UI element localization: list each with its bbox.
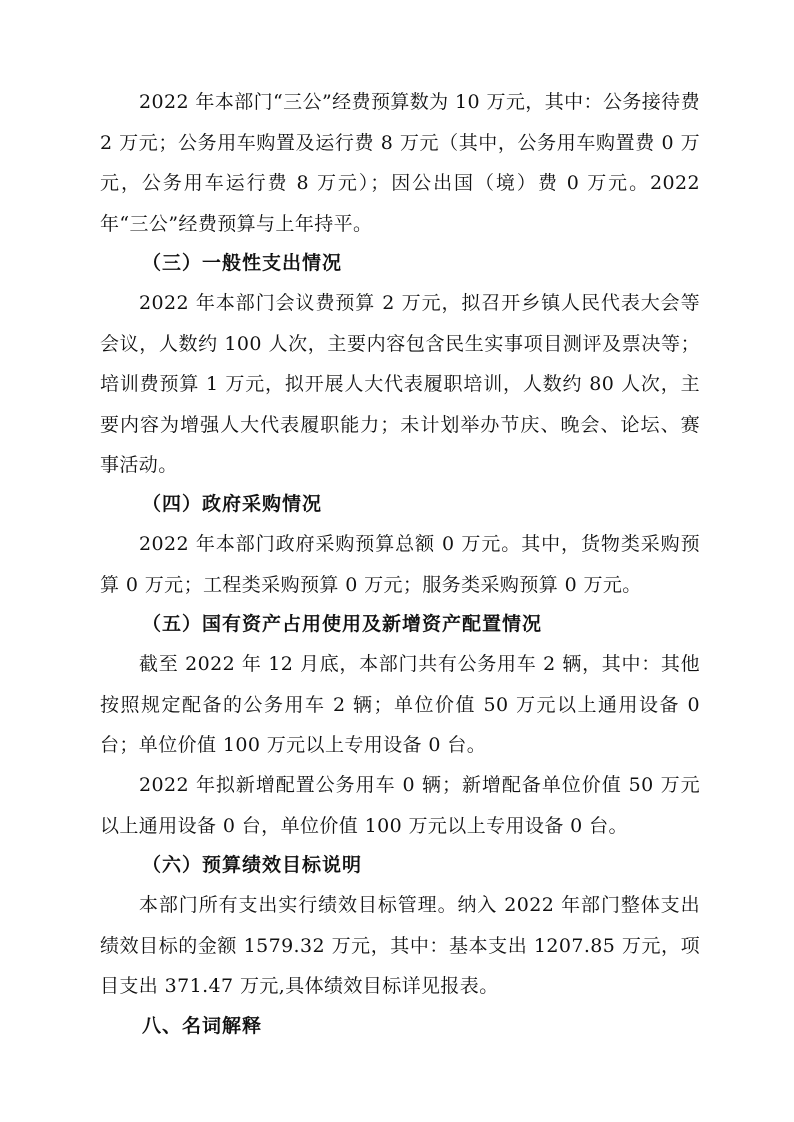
section-heading-general-expenditure: （三）一般性支出情况 bbox=[142, 252, 343, 274]
paragraph-general-expenditure: 2022 年本部门会议费预算 2 万元，拟召开乡镇人民代表大会等会议，人数约 100 人次，主要内容包含民生实事项目测评及票决等；培训费预算 1 万元，拟开展人大代表履职培训，人数约 80 人次，主要内容为增强人大代表履职能力；未计划举办节庆、晚会、论坛、赛事活动。 bbox=[100, 292, 700, 476]
paragraph-performance: 本部门所有支出实行绩效目标管理。纳入 2022 年部门整体支出绩效目标的金额 1579.32 万元，其中：基本支出 1207.85 万元，项目支出 371.47 万元,具体绩效目标详见报表。 bbox=[100, 894, 700, 997]
paragraph-sangong-budget: 2022 年本部门“三公”经费预算数为 10 万元，其中：公务接待费 2 万元；公务用车购置及运行费 8 万元（其中，公务用车购置费 0 万元，公务用车运行费 8 万元）；因公出国（境）费 0 万元。2022 年“三公”经费预算与上年持平。 bbox=[100, 91, 700, 235]
paragraph-assets-new: 2022 年拟新增配置公务用车 0 辆；新增配备单位价值 50 万元以上通用设备 0 台，单位价值 100 万元以上专用设备 0 台。 bbox=[100, 774, 700, 837]
section-heading-glossary: 八、名词解释 bbox=[142, 1015, 263, 1037]
paragraph-procurement: 2022 年本部门政府采购预算总额 0 万元。其中，货物类采购预算 0 万元；工程类采购预算 0 万元；服务类采购预算 0 万元。 bbox=[100, 533, 700, 596]
section-heading-performance: （六）预算绩效目标说明 bbox=[142, 854, 363, 876]
paragraph-assets-current: 截至 2022 年 12 月底，本部门共有公务用车 2 辆，其中：其他按照规定配备的公务用车 2 辆；单位价值 50 万元以上通用设备 0 台；单位价值 100 万元以上专用设备 0 台。 bbox=[100, 653, 700, 756]
section-heading-assets: （五）国有资产占用使用及新增资产配置情况 bbox=[142, 613, 543, 635]
section-heading-procurement: （四）政府采购情况 bbox=[142, 493, 323, 515]
